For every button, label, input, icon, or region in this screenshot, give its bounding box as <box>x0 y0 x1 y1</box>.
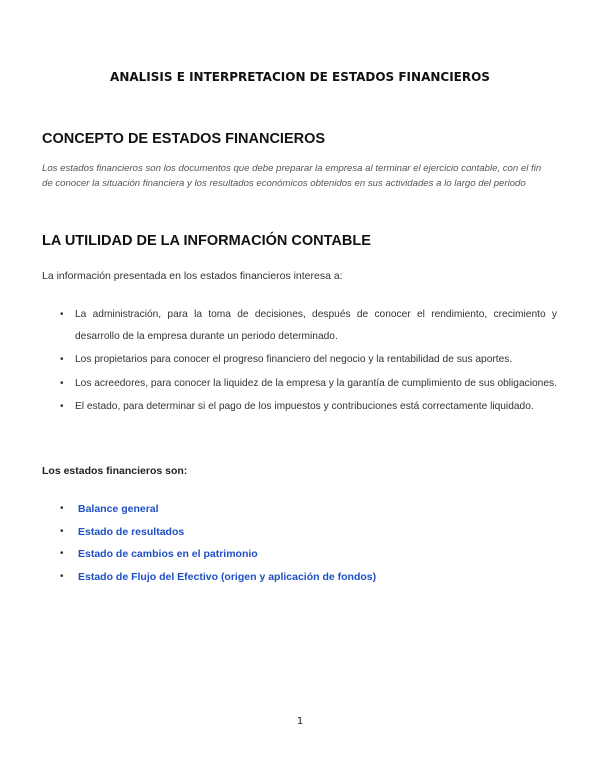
users-list <box>42 304 557 420</box>
page-number: 1 <box>296 716 304 727</box>
concept-line-2: de conocer la situación financiera y los resultados económicos obtenidos en sus actividades a lo largo del periodo <box>42 178 526 189</box>
link-estado-flujo-efectivo[interactable]: • Estado de Flujo del Efectivo (origen y aplicación de fondos) <box>42 566 376 589</box>
concept-line-1: Los estados financieros son los documentos que debe preparar la empresa al terminar el ejercicio contable, con el fin <box>42 163 542 174</box>
section-heading-utilidad: LA UTILIDAD DE LA INFORMACIÓN CONTABLE <box>42 233 371 249</box>
list-item: • La administración, para la toma de decisiones, después de conocer el rendimiento, crecimiento y desarrollo de la empresa durante un periodo determinado. <box>42 304 557 347</box>
link-estado-cambios-patrimonio[interactable]: • Estado de cambios en el patrimonio <box>42 543 376 566</box>
link-balance-general[interactable]: • Balance general <box>42 498 376 521</box>
list-item: • Los acreedores, para conocer la liquidez de la empresa y la garantía de cumplimiento de sus obligaciones. <box>42 373 557 395</box>
statements-subheading: Los estados financieros son: <box>42 465 188 477</box>
list-item: • Los propietarios para conocer el progreso financiero del negocio y la rentabilidad de sus aportes. <box>42 349 557 371</box>
document-title: ANALISIS E INTERPRETACION DE ESTADOS FINANCIEROS <box>110 70 490 84</box>
list-item: • El estado, para determinar si el pago de los impuestos y contribuciones está correctamente liquidado. <box>42 396 557 418</box>
link-estado-resultados[interactable]: • Estado de resultados <box>42 521 376 544</box>
intro-paragraph: La información presentada en los estados financieros interesa a: <box>42 270 343 282</box>
concept-paragraph <box>42 161 562 191</box>
statements-list <box>42 498 376 588</box>
section-heading-concepto: CONCEPTO DE ESTADOS FINANCIEROS <box>42 131 326 147</box>
